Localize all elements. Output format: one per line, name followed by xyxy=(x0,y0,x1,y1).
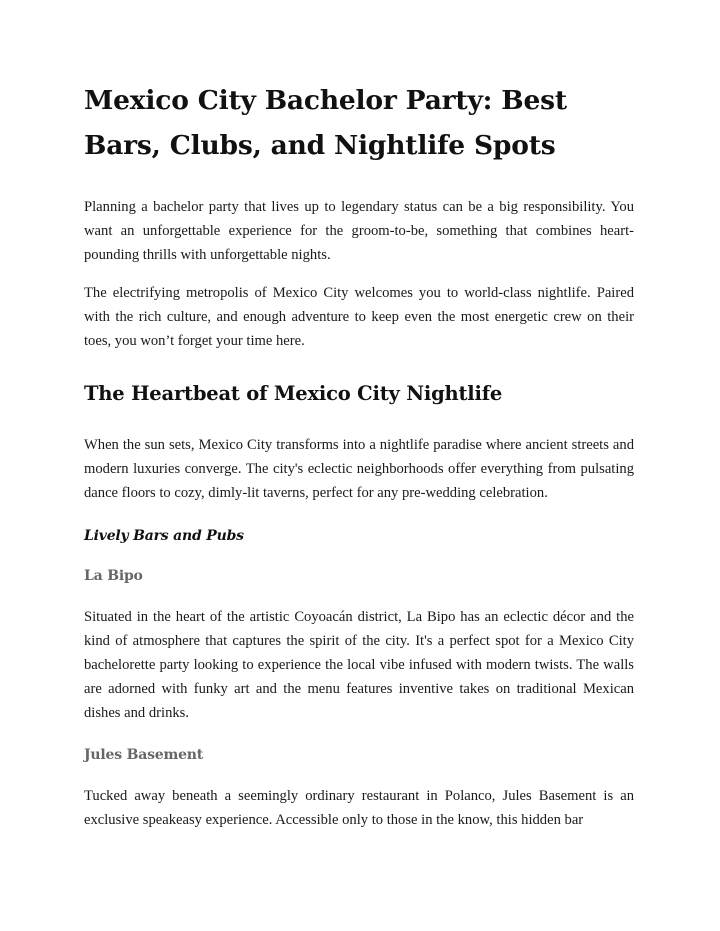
subsection-heading: Lively Bars and Pubs xyxy=(84,528,244,544)
venue-description-jules-basement: Tucked away beneath a seemingly ordinary restaurant in Polanco, Jules Basement is an exclusive speakeasy experience. Accessible only to those in the know, this hidden bar xyxy=(84,788,634,828)
intro-paragraph-1: Planning a bachelor party that lives up to legendary status can be a big responsibility. You want an unforgettable experience for the groom-to-be, something that combines heart-pounding thrills with unforgettable nights. xyxy=(84,199,634,263)
section-paragraph: When the sun sets, Mexico City transforms into a nightlife paradise where ancient streets and modern luxuries converge. The city's eclectic neighborhoods offer everything from pulsating dance floors to cozy, dimly-lit taverns, perfect for any pre-wedding celebration. xyxy=(84,437,634,501)
section-heading: The Heartbeat of Mexico City Nightlife xyxy=(84,382,503,405)
intro-paragraph-2: The electrifying metropolis of Mexico City welcomes you to world-class nightlife. Paired with the rich culture, and enough adventure to keep even the most energetic crew on their toes, you won’t forget your time here. xyxy=(84,285,634,349)
venue-name-la-bipo: La Bipo xyxy=(84,568,143,584)
document-page xyxy=(84,78,634,832)
page-title: Mexico City Bachelor Party: Best Bars, Clubs, and Nightlife Spots xyxy=(84,85,567,161)
venue-name-jules-basement: Jules Basement xyxy=(84,747,204,763)
venue-description-la-bipo: Situated in the heart of the artistic Coyoacán district, La Bipo has an eclectic décor and the kind of atmosphere that captures the spirit of the city. It's a perfect spot for a Mexico City bachelorette party looking to experience the local vibe infused with modern twists. The walls are adorned with funky art and the menu features inventive takes on traditional Mexican dishes and drinks. xyxy=(84,609,634,721)
